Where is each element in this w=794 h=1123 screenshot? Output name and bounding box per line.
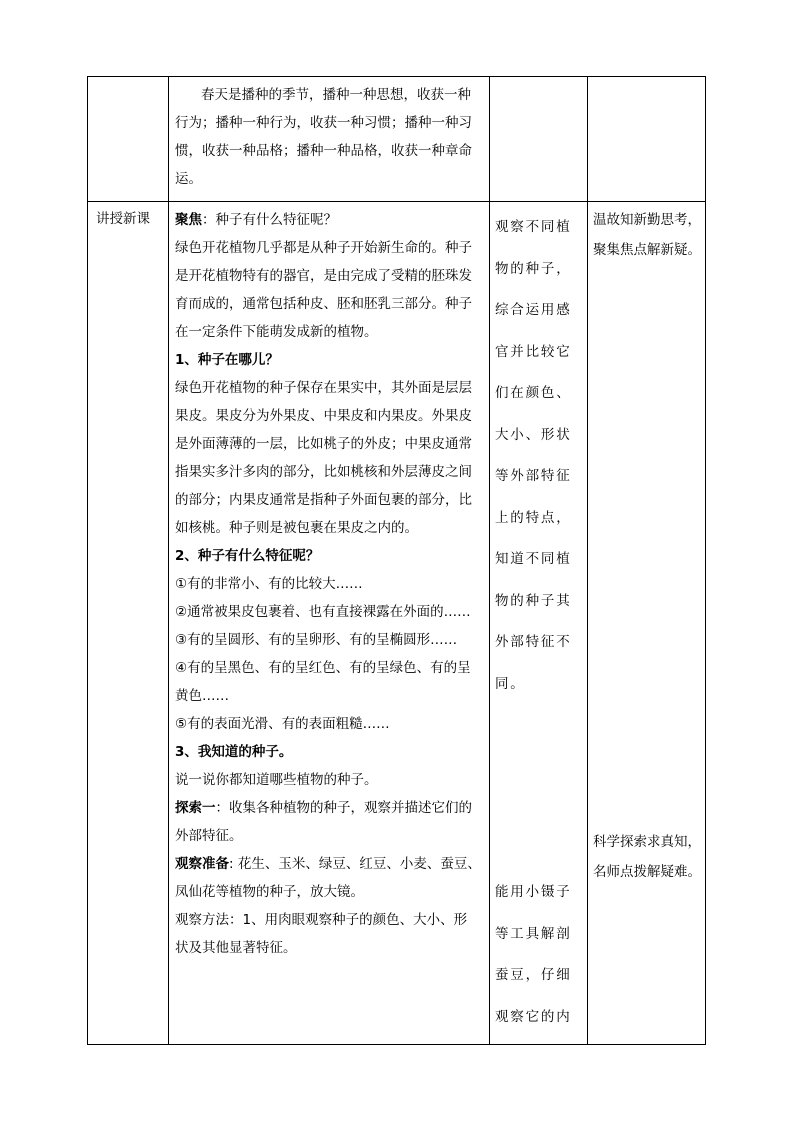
goal-line: 外部特征不 xyxy=(495,634,572,650)
goal-line: 物的种子， xyxy=(495,260,572,277)
teaching-content-cell xyxy=(175,206,487,962)
column-divider xyxy=(168,77,169,1044)
prep-label: 观察准备 xyxy=(175,856,229,872)
goal-line: 观察不同植 xyxy=(495,219,572,235)
learning-goals-cell xyxy=(495,207,585,705)
stage-label: 讲授新课 xyxy=(96,211,150,227)
feature-item: ③有的呈圆形、有的呈卵形、有的呈椭圆形…… xyxy=(175,632,458,648)
intro-line: 绿色开花植物几乎都是从种子开始新生命的。种子 xyxy=(175,240,472,256)
prep-text: : 花生、玉米、绿豆、红豆、小麦、蚕豆、 xyxy=(229,856,481,872)
row-divider xyxy=(88,201,705,202)
learning-goals-cell-2 xyxy=(495,872,585,1038)
goal-line: 知道不同植 xyxy=(495,551,572,567)
intro-line: 是开花植物特有的器官，是由完成了受精的胚珠发 xyxy=(175,268,472,284)
focus-question: ：种子有什么特征呢？ xyxy=(202,212,337,228)
feature-item: ②通常被果皮包裹着、也有直接裸露在外面的…… xyxy=(175,604,471,620)
intro-line: 育而成的，通常包括种皮、胚和胚乳三部分。种子 xyxy=(175,296,472,312)
goal-line: 能用小镊子 xyxy=(495,884,572,900)
design-intent-cell xyxy=(593,205,705,265)
section-heading-1: 1、种子在哪儿？ xyxy=(175,352,279,368)
stage-cell xyxy=(96,205,150,233)
section-3-line: 说一说你都知道哪些植物的种子。 xyxy=(175,772,378,788)
feature-item: 黄色…… xyxy=(175,688,229,704)
section-1-line: 是外面薄薄的一层，比如桃子的外皮；中果皮通常 xyxy=(175,436,472,452)
intent-line: 科学探索求真知， xyxy=(593,834,701,850)
explore-line xyxy=(175,794,487,822)
goal-line: 官并比较它 xyxy=(495,343,572,360)
feature-item: ④有的呈黑色、有的呈红色、有的呈绿色、有的呈 xyxy=(175,660,471,676)
section-heading-2: 2、种子有什么特征呢？ xyxy=(175,548,320,564)
feature-item: ①有的非常小、有的比较大…… xyxy=(175,576,363,592)
lesson-plan-table xyxy=(87,76,706,1045)
quote-line: 行为；播种一种行为，收获一种习惯；播种一种习 xyxy=(175,115,472,131)
intent-line: 名师点拨解疑难。 xyxy=(593,864,701,880)
goal-line: 物的种子其 xyxy=(495,592,572,609)
section-1-line: 的部分；内果皮通常是指种子外面包裹的部分，比 xyxy=(175,492,472,508)
explore-text: ：收集各种植物的种子，观察并描述它们的 xyxy=(215,800,472,816)
goal-line: 同。 xyxy=(495,675,526,692)
prep-line xyxy=(175,850,487,878)
intent-line: 聚集焦点解新疑。 xyxy=(593,242,701,258)
goal-line: 大小、形状 xyxy=(495,426,572,443)
goal-line: 们在颜色、 xyxy=(495,385,572,401)
focus-label: 聚焦 xyxy=(175,212,202,228)
feature-item: ⑤有的表面光滑、有的表面粗糙…… xyxy=(175,716,390,732)
explore-line: 外部特征。 xyxy=(175,828,243,844)
explore-label: 探索一 xyxy=(175,800,216,816)
goal-line: 蚕豆，仔细 xyxy=(495,967,572,983)
intro-line: 在一定条件下能萌发成新的植物。 xyxy=(175,324,378,340)
design-intent-cell-2 xyxy=(593,827,705,887)
method-line: 状及其他显著特征。 xyxy=(175,940,297,956)
prep-line: 凤仙花等植物的种子，放大镜。 xyxy=(175,884,364,900)
focus-line xyxy=(175,206,487,234)
goal-line: 上的特点， xyxy=(495,509,572,526)
quote-line: 运。 xyxy=(175,171,202,187)
method-line: 观察方法：1、用肉眼观察种子的颜色、大小、形 xyxy=(175,912,468,928)
section-heading-3: 3、我知道的种子。 xyxy=(175,744,293,760)
goal-line: 等外部特征 xyxy=(495,468,572,484)
goal-line: 等工具解剖 xyxy=(495,925,572,942)
intent-line: 温故知新勤思考， xyxy=(593,212,701,228)
column-divider xyxy=(489,77,490,1044)
section-1-line: 如核桃。种子则是被包裹在果皮之内的。 xyxy=(175,520,418,536)
goal-line: 综合运用感 xyxy=(495,302,572,318)
section-1-line: 果皮。果皮分为外果皮、中果皮和内果皮。外果皮 xyxy=(175,408,472,424)
quote-line: 惯，收获一种品格；播种一种品格，收获一种章命 xyxy=(175,143,472,159)
intro-quote-cell xyxy=(175,81,485,193)
section-1-line: 绿色开花植物的种子保存在果实中，其外面是层层 xyxy=(175,380,472,396)
column-divider xyxy=(587,77,588,1044)
section-1-line: 指果实多汁多肉的部分，比如桃核和外层薄皮之间 xyxy=(175,464,472,480)
quote-line: 春天是播种的季节，播种一种思想，收获一种 xyxy=(174,87,471,103)
goal-line: 观察它的内 xyxy=(495,1008,572,1025)
